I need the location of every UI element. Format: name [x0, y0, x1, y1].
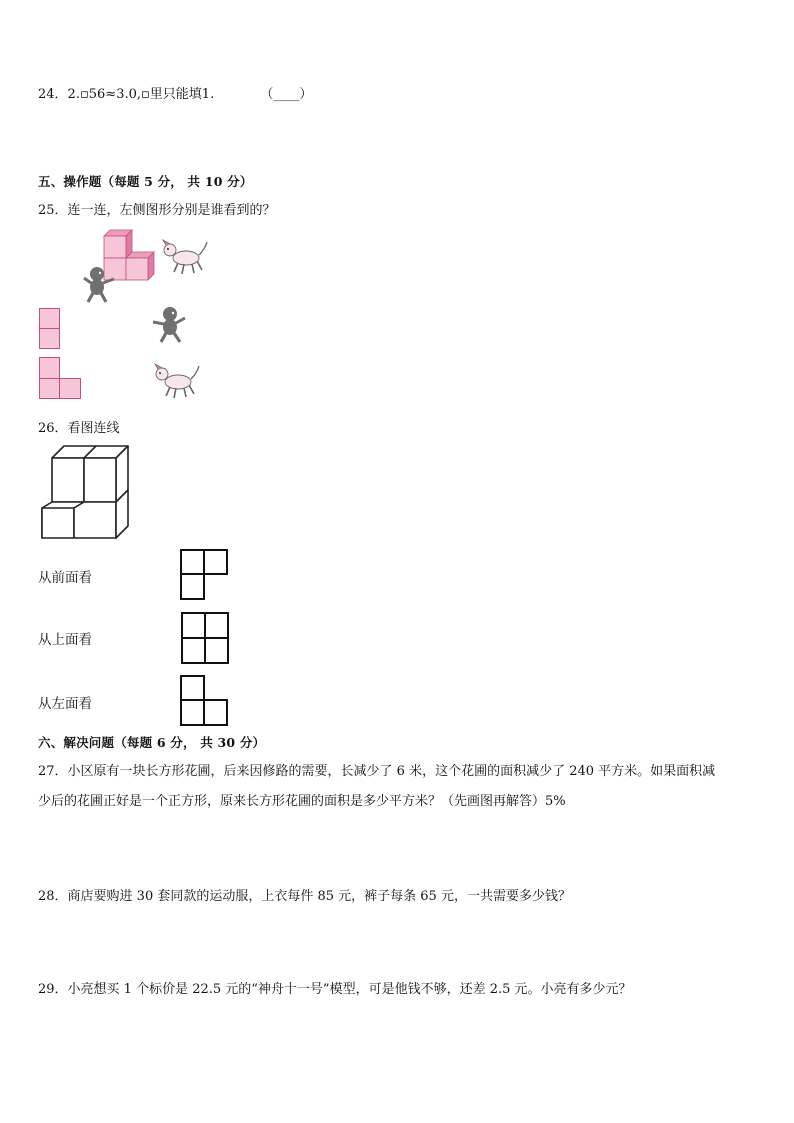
dog-icon — [160, 240, 208, 276]
dog-icon[interactable] — [152, 364, 200, 400]
question-24 — [38, 83, 312, 102]
child-figure-icon[interactable] — [152, 306, 188, 344]
question-27-line-1: 27．小区原有一块长方形花圃，后来因修路的需要，长减少了 6 米，这个花圃的面积减少了 240 平方米。如果面积减 — [38, 764, 716, 779]
view-shape-l[interactable] — [39, 357, 83, 400]
view-label-top: 从上面看 — [38, 632, 92, 648]
question-27-line-2: 少后的花圃正好是一个正方形，原来长方形花圃的面积是多少平方米？（先画图再解答）5% — [38, 794, 566, 809]
question-28: 28．商店要购进 30 套同款的运动服，上衣每件 85 元，裤子每条 65 元，一共需要多少钱？ — [38, 889, 571, 904]
view-shape-top[interactable] — [181, 612, 231, 665]
child-figure-icon — [82, 266, 118, 304]
view-label-left: 从左面看 — [38, 696, 92, 712]
view-shape-front[interactable] — [180, 549, 230, 601]
question-25: 25．连一连，左侧图形分别是谁看到的？ — [38, 203, 276, 218]
view-shape-two-stacked[interactable] — [39, 308, 61, 350]
view-label-front: 从前面看 — [38, 570, 92, 586]
section-title-6: 六、解决问题（每题 6 分， 共 30 分） — [38, 735, 266, 750]
section-title-5: 五、操作题（每题 5 分， 共 10 分） — [38, 174, 253, 189]
answer-blank[interactable]: （____） — [260, 87, 313, 102]
question-26: 26．看图连线 — [38, 421, 120, 436]
question-24-text: 24．2.▫56≈3.0,▫里只能填1. — [38, 87, 215, 102]
block-figure — [40, 444, 132, 540]
question-29: 29．小亮想买 1 个标价是 22.5 元的“神舟十一号”模型，可是他钱不够，还差 2.5 元。小亮有多少元？ — [38, 982, 632, 997]
view-shape-left[interactable] — [180, 675, 230, 727]
